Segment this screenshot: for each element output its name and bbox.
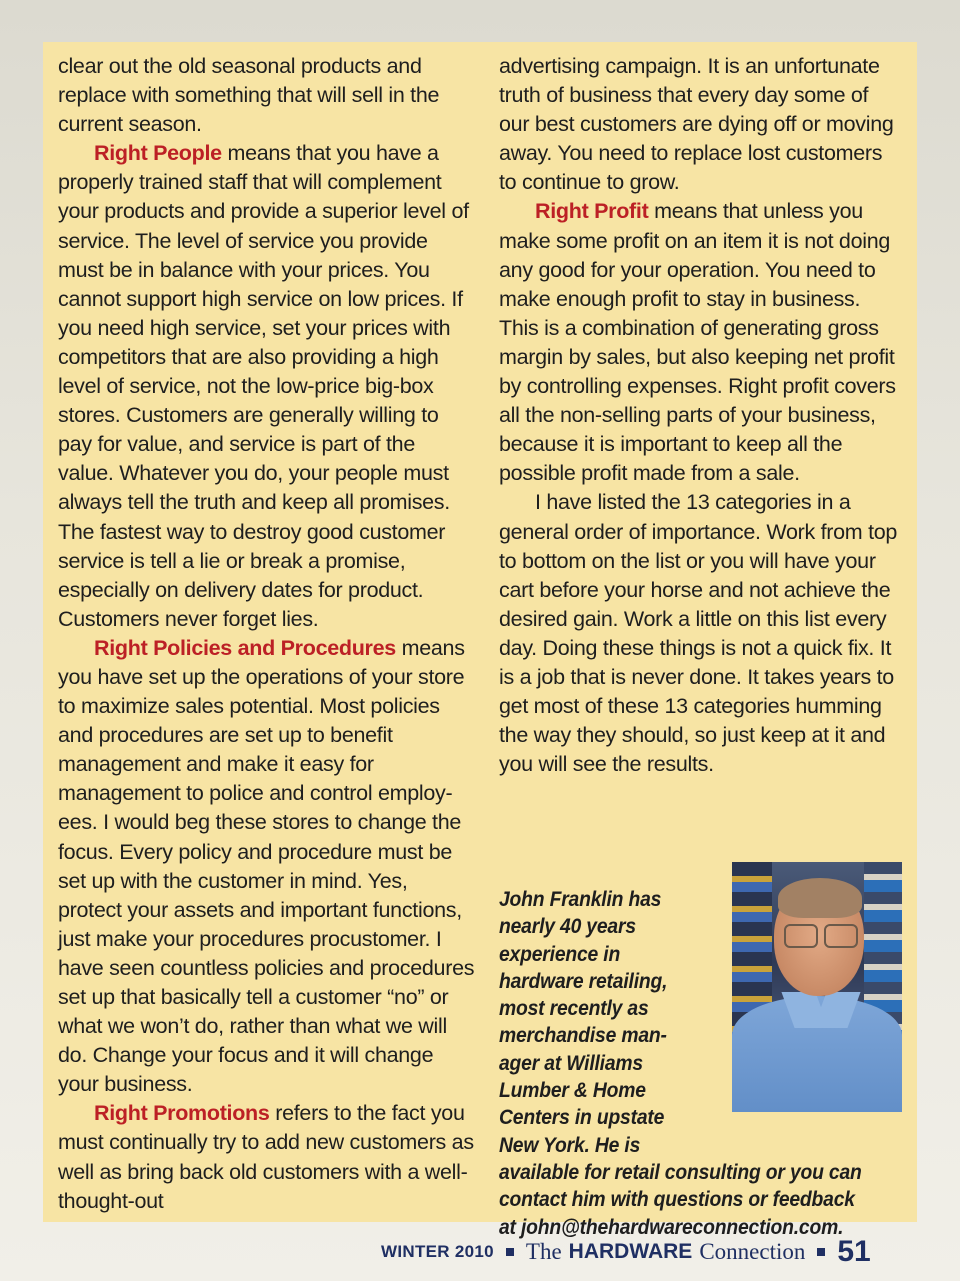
paragraph-right-promotions [58,1099,476,1215]
paragraph-seasonal-products: clear out the old seasonal products and replace with something that will sell in the current season. [58,54,440,137]
text-right-profit: means that unless you make some profit on an item it is not doing any good for your operation. You need to make enough profit to stay in business. This is a combination of generating gross margin by sales, but also keeping net profit by controlling expenses. Right profit covers all the non-selling parts of your business, because it is important to keep all the possible profit made from a sale. [499,199,896,486]
magazine-connection: Connection [699,1239,806,1264]
author-bio-container [499,886,867,1241]
paragraph-advertising-campaign: advertising campaign. It is an unfortunate truth of business that every day some of our best customers are dying off or moving away. You need to replace lost customers to continue to grow. [499,54,894,195]
author-bio: John Franklin has nearly 40 years experience in hardware retailing, most recently as merchandise manager at Williams Lumber & Home Centers in upstate New York. He is available for retail consulting or you can contact him with questions or feedback at john@thehardwareconnection.com. [499,888,862,1239]
issue-label: WINTER 2010 [381,1242,494,1261]
magazine-the: The [525,1239,562,1264]
article-column-left [58,52,476,1216]
heading-right-policies: Right Policies and Procedures [94,635,396,660]
article-column-right [499,52,901,779]
paragraph-right-profit [499,197,901,488]
separator-square-icon [817,1248,825,1256]
text-right-promotions: refers to the fact you must continually try to add new customers as well as bring back old customers with a well-thought-out [58,1101,474,1213]
magazine-brand: HARDWARE [568,1240,693,1263]
heading-right-people: Right People [94,141,222,166]
page-footer [381,1236,871,1268]
text-right-policies: means you have set up the operations of your store to maximize sales potential. Most policies and procedures are set up to benefit management and make it easy for management to police and control employees. I would beg these stores to change the focus. Every policy and procedure must be set up with the customer in mind. Yes, protect your assets and important functions, just make your procedures procustomer. I have seen countless policies and procedures set up that basically tell a customer “no” or what we won’t do, rather than what we will do. Change your focus and it will change your business. [58,635,475,1097]
page-number: 51 [837,1235,871,1268]
paragraph-thirteen-categories: I have listed the 13 categories in a general order of importance. Work from top to bottom on the list or you will have your cart before your horse and not achieve the desired gain. Work a little on this list every day. Doing these things is not a quick fix. It is a job that is never done. It takes years to get most of these 13 categories humming the way they should, so just keep at it and you will see the results. [499,490,898,777]
paragraph-right-policies [58,634,476,1100]
separator-square-icon [506,1248,514,1256]
paragraph-right-people [58,139,476,634]
heading-right-promotions: Right Promotions [94,1101,270,1126]
heading-right-profit: Right Profit [535,199,649,224]
text-right-people: means that you have a properly trained staff that will complement your products and provide a superior level of service. The level of service you provide must be in balance with your prices. You cannot support high service on low prices. If you need high service, set your prices with competitors that are also providing a high level of service, not the low-price big-box stores. Customers are generally willing to pay for value, and service is part of the value. Whatever you do, your people must always tell the truth and keep all promises. The fastest way to destroy good customer service is tell a lie or break a promise, especially on delivery dates for product. Customers never forget lies. [58,141,469,631]
